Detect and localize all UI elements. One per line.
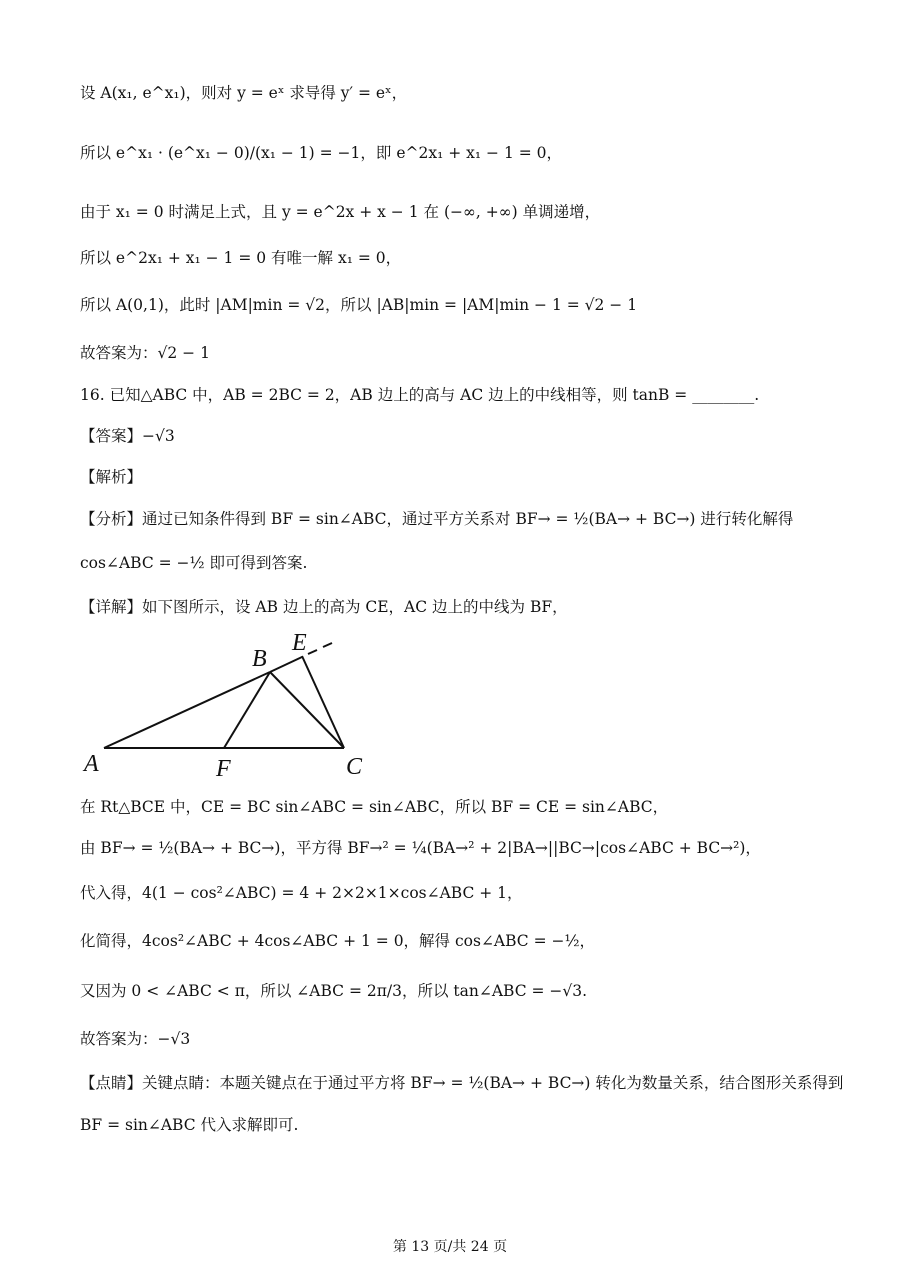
text-line: 设 A(x₁, e^x₁)，则对 y = eˣ 求导得 y′ = eˣ， xyxy=(80,84,408,102)
label-b: B xyxy=(252,646,267,672)
text-line: 【点睛】关键点睛：本题关键点在于通过平方将 BF→ = ½(BA→ + BC→) 转化为数量关系，结合图形关系得到 xyxy=(80,1074,844,1092)
answer-line: 故答案为：√2 − 1 xyxy=(80,344,210,362)
text-line: 又因为 0 < ∠ABC < π，所以 ∠ABC = 2π/3，所以 tan∠ABC = −√3. xyxy=(80,982,588,1000)
triangle-diagram xyxy=(80,626,380,786)
text-line: 由于 x₁ = 0 时满足上式，且 y = e^2x + x − 1 在 (−∞, +∞) 单调递增， xyxy=(80,203,601,221)
dash-2 xyxy=(323,643,332,647)
text-line: cos∠ABC = −½ 即可得到答案. xyxy=(80,554,308,572)
text-line: 由 BF→ = ½(BA→ + BC→)，平方得 BF→² = ¼(BA→² + 2|BA→||BC→|cos∠ABC + BC→²)， xyxy=(80,839,761,857)
text-line: 【分析】通过已知条件得到 BF = sin∠ABC，通过平方关系对 BF→ = ½(BA→ + BC→) 进行转化解得 xyxy=(80,510,794,528)
text-line: 代入得，4(1 − cos²∠ABC) = 4 + 2×2×1×cos∠ABC + 1， xyxy=(80,884,523,902)
segment-bc xyxy=(270,672,344,748)
label-a: A xyxy=(84,751,99,777)
segment-ab xyxy=(104,672,270,748)
dash-1 xyxy=(308,650,317,654)
text-line: 【详解】如下图所示，设 AB 边上的高为 CE，AC 边上的中线为 BF， xyxy=(80,598,568,616)
text-line: 所以 e^2x₁ + x₁ − 1 = 0 有唯一解 x₁ = 0， xyxy=(80,249,402,267)
analysis-label: 【解析】 xyxy=(80,468,143,486)
segment-ce xyxy=(302,656,344,748)
text-line: 化简得，4cos²∠ABC + 4cos∠ABC + 1 = 0，解得 cos∠ABC = −½， xyxy=(80,932,596,950)
triangle-figure xyxy=(80,626,380,790)
answer-label: 【答案】−√3 xyxy=(80,427,175,445)
extension-ab xyxy=(270,657,302,672)
label-e: E xyxy=(292,630,307,656)
label-f: F xyxy=(216,756,231,782)
text-line: 在 Rt△BCE 中，CE = BC sin∠ABC = sin∠ABC，所以 BF = CE = sin∠ABC， xyxy=(80,798,669,816)
text-line: 所以 e^x₁ · (e^x₁ − 0)/(x₁ − 1) = −1，即 e^2x₁ + x₁ − 1 = 0， xyxy=(80,144,563,162)
answer-line: 故答案为：−√3 xyxy=(80,1030,191,1048)
text-line: BF = sin∠ABC 代入求解即可. xyxy=(80,1116,299,1134)
page-footer: 第 13 页/共 24 页 xyxy=(392,1239,508,1255)
text-line: 所以 A(0,1)，此时 |AM|min = √2，所以 |AB|min = |AM|min − 1 = √2 − 1 xyxy=(80,296,638,314)
label-c: C xyxy=(346,754,363,780)
question-16: 16. 已知△ABC 中，AB = 2BC = 2，AB 边上的高与 AC 边上的中线相等，则 tanB = ________. xyxy=(80,386,760,404)
